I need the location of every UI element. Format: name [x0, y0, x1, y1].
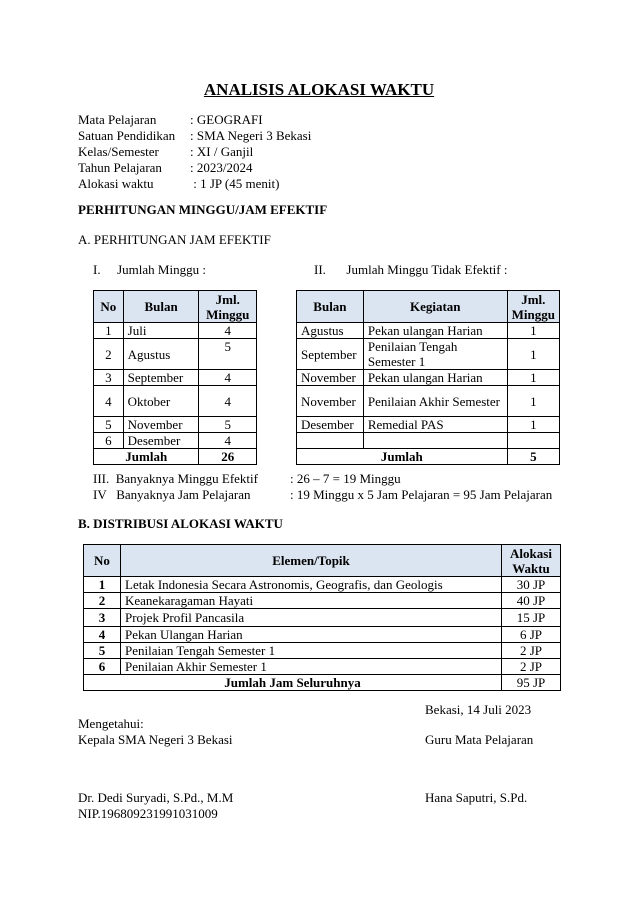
table-jumlah-minggu	[93, 290, 257, 465]
cell-no: 5	[94, 417, 124, 433]
cell-alokasi: 15 JP	[502, 609, 561, 627]
table-minggu-tidak-efektif	[296, 290, 560, 465]
table-row	[297, 433, 560, 449]
info-value: : XI / Ganjil	[190, 144, 254, 159]
cell-bulan: Agustus	[297, 323, 364, 339]
cell-no: 6	[84, 659, 121, 675]
total-value: 26	[199, 449, 257, 465]
cell-kegiatan: Remedial PAS	[363, 417, 507, 433]
info-value: : 1 JP (45 menit)	[190, 176, 280, 191]
cell-minggu: 1	[507, 370, 559, 386]
header-cell: Bulan	[123, 291, 199, 323]
cell-alokasi: 6 JP	[502, 627, 561, 643]
cell-bulan: Desember	[123, 433, 199, 449]
table-row	[94, 386, 257, 417]
sub-i-num: I.	[93, 262, 101, 277]
total-label: Jumlah Jam Seluruhnya	[84, 675, 502, 691]
table-row	[94, 339, 257, 370]
table-header-row	[297, 291, 560, 323]
cell-topik: Letak Indonesia Secara Astronomis, Geografis, dan Geologis	[121, 577, 502, 593]
cell-bulan: November	[297, 370, 364, 386]
left-signer-name: Dr. Dedi Suryadi, S.Pd., M.M	[78, 790, 234, 805]
table-row	[84, 627, 561, 643]
cell-no: 2	[94, 339, 124, 370]
info-label: Satuan Pendidikan	[78, 128, 176, 143]
cell-bulan: September	[123, 370, 199, 386]
cell-minggu: 4	[199, 386, 257, 417]
cell-empty	[507, 433, 559, 449]
mengetahui-label: Mengetahui:	[78, 716, 144, 731]
right-signer-name: Hana Saputri, S.Pd.	[425, 790, 528, 805]
total-value: 95 JP	[502, 675, 561, 691]
cell-kegiatan: Penilaian Akhir Semester	[363, 386, 507, 417]
table-header-row	[94, 291, 257, 323]
cell-bulan: November	[297, 386, 364, 417]
cell-bulan: Desember	[297, 417, 364, 433]
cell-alokasi: 2 JP	[502, 643, 561, 659]
info-row	[78, 112, 311, 128]
cell-minggu: 1	[507, 386, 559, 417]
sub-i-text: Jumlah Minggu :	[117, 262, 206, 277]
cell-minggu: 5	[199, 417, 257, 433]
table-row	[84, 609, 561, 627]
cell-alokasi: 40 JP	[502, 593, 561, 609]
calc-label-iv: IV Banyaknya Jam Pelajaran	[93, 487, 251, 502]
cell-minggu: 1	[507, 323, 559, 339]
cell-kegiatan: Pekan ulangan Harian	[363, 323, 507, 339]
cell-no: 1	[94, 323, 124, 339]
total-label: Jumlah	[94, 449, 199, 465]
cell-no: 3	[84, 609, 121, 627]
cell-alokasi: 2 JP	[502, 659, 561, 675]
cell-empty	[363, 433, 507, 449]
cell-bulan: November	[123, 417, 199, 433]
left-signer-nip: NIP.196809231991031009	[78, 806, 218, 821]
cell-bulan: September	[297, 339, 364, 370]
table-row	[94, 433, 257, 449]
table-total-row	[94, 449, 257, 465]
document-title: ANALISIS ALOKASI WAKTU	[203, 80, 435, 99]
calc-label-iii: III. Banyaknya Minggu Efektif	[93, 471, 258, 486]
sub-heading-ii	[314, 262, 507, 278]
cell-no: 4	[94, 386, 124, 417]
table-total-row	[297, 449, 560, 465]
cell-topik: Keanekaragaman Hayati	[121, 593, 502, 609]
table-row	[94, 417, 257, 433]
table-total-row	[84, 675, 561, 691]
cell-topik: Penilaian Akhir Semester 1	[121, 659, 502, 675]
header-cell: Elemen/Topik	[121, 545, 502, 577]
info-value: : 2023/2024	[190, 160, 253, 175]
info-row	[78, 160, 311, 176]
cell-minggu: 4	[199, 370, 257, 386]
header-cell: Alokasi Waktu	[502, 545, 561, 577]
cell-no: 6	[94, 433, 124, 449]
table-row	[297, 323, 560, 339]
cell-no: 1	[84, 577, 121, 593]
cell-no: 5	[84, 643, 121, 659]
table-row	[84, 593, 561, 609]
table-header-row	[84, 545, 561, 577]
cell-kegiatan: Pekan ulangan Harian	[363, 370, 507, 386]
cell-alokasi: 30 JP	[502, 577, 561, 593]
cell-empty	[297, 433, 364, 449]
header-cell: Jml. Minggu	[507, 291, 559, 323]
info-row	[78, 144, 311, 160]
info-block	[78, 112, 311, 192]
place-date: Bekasi, 14 Juli 2023	[425, 702, 532, 717]
right-signer-role: Guru Mata Pelajaran	[425, 732, 534, 747]
sub-heading-i	[93, 262, 206, 278]
cell-topik: Pekan Ulangan Harian	[121, 627, 502, 643]
table-row	[94, 370, 257, 386]
info-value: : GEOGRAFI	[190, 112, 263, 127]
total-label: Jumlah	[297, 449, 508, 465]
cell-no: 3	[94, 370, 124, 386]
cell-topik: Projek Profil Pancasila	[121, 609, 502, 627]
sub-ii-num: II.	[314, 262, 326, 277]
cell-no: 2	[84, 593, 121, 609]
cell-minggu: 4	[199, 323, 257, 339]
info-label: Kelas/Semester	[78, 144, 159, 159]
cell-bulan: Oktober	[123, 386, 199, 417]
table-row	[297, 339, 560, 370]
table-row	[297, 417, 560, 433]
header-cell: Kegiatan	[363, 291, 507, 323]
sub-ii-text: Jumlah Minggu Tidak Efektif :	[346, 262, 508, 277]
cell-minggu: 5	[199, 339, 257, 370]
total-value: 5	[507, 449, 559, 465]
cell-bulan: Agustus	[123, 339, 199, 370]
info-row	[78, 176, 311, 192]
table-row	[297, 370, 560, 386]
table-row	[84, 643, 561, 659]
table-row	[94, 323, 257, 339]
section-b-heading: B. DISTRIBUSI ALOKASI WAKTU	[78, 516, 283, 531]
header-cell: Bulan	[297, 291, 364, 323]
cell-bulan: Juli	[123, 323, 199, 339]
section-a-heading: A. PERHITUNGAN JAM EFEKTIF	[78, 232, 271, 247]
info-value: : SMA Negeri 3 Bekasi	[190, 128, 312, 143]
heading-main: PERHITUNGAN MINGGU/JAM EFEKTIF	[78, 202, 328, 217]
info-label: Tahun Pelajaran	[78, 160, 162, 175]
table-row	[297, 386, 560, 417]
table-row	[84, 659, 561, 675]
cell-minggu: 4	[199, 433, 257, 449]
cell-topik: Penilaian Tengah Semester 1	[121, 643, 502, 659]
header-cell: Jml. Minggu	[199, 291, 257, 323]
cell-kegiatan: Penilaian Tengah Semester 1	[363, 339, 507, 370]
table-row	[84, 577, 561, 593]
left-signer-role: Kepala SMA Negeri 3 Bekasi	[78, 732, 233, 747]
cell-no: 4	[84, 627, 121, 643]
calc-value-iii: : 26 – 7 = 19 Minggu	[290, 471, 401, 486]
header-cell: No	[84, 545, 121, 577]
info-label: Alokasi waktu	[78, 176, 154, 191]
cell-minggu: 1	[507, 339, 559, 370]
cell-minggu: 1	[507, 417, 559, 433]
header-cell: No	[94, 291, 124, 323]
info-row	[78, 128, 311, 144]
calc-value-iv: : 19 Minggu x 5 Jam Pelajaran = 95 Jam Pelajaran	[290, 487, 553, 502]
info-label: Mata Pelajaran	[78, 112, 157, 127]
table-distribusi	[83, 544, 561, 691]
